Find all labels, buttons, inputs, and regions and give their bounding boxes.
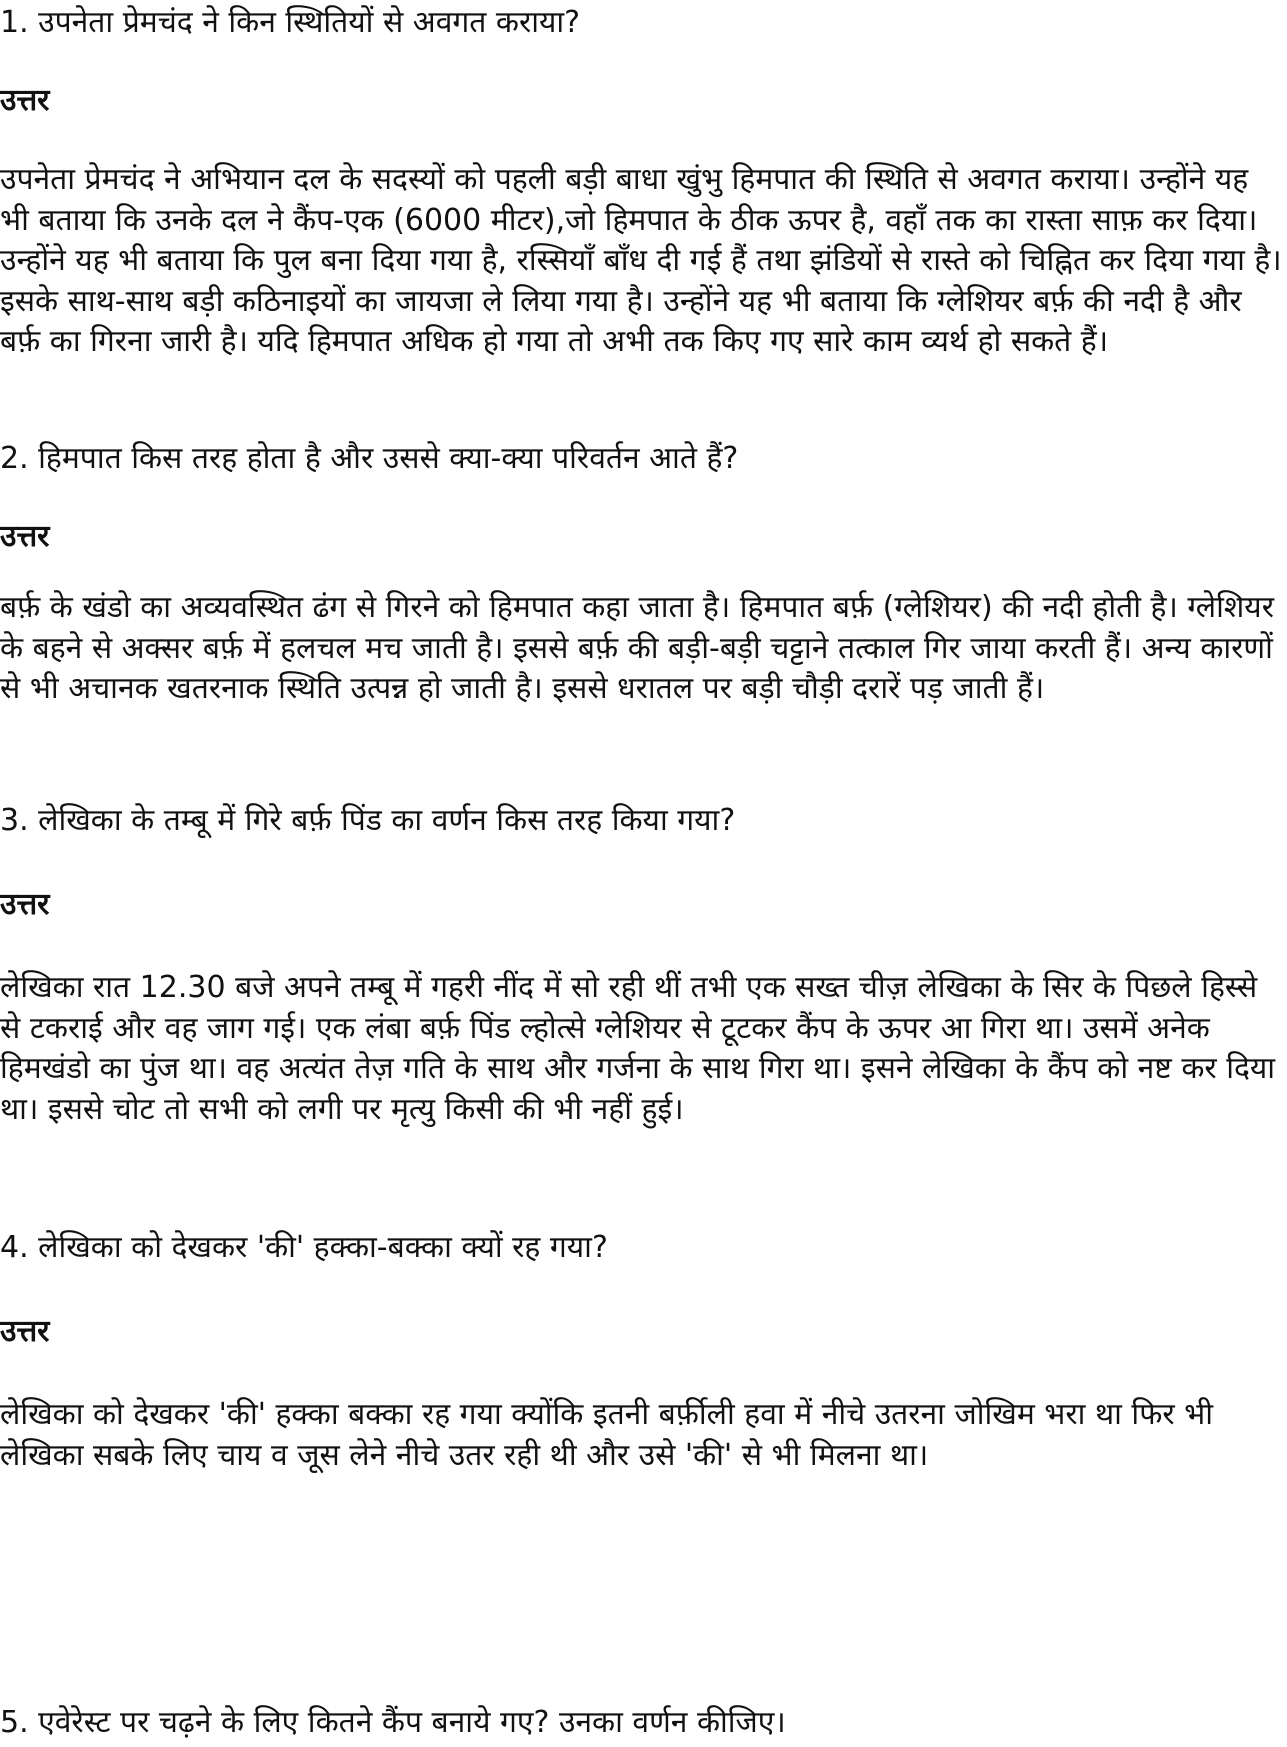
answer-2: बर्फ़ के खंडो का अव्यवस्थित ढंग से गिरने को हिमपात कहा जाता है। हिमपात बर्फ़ (ग्लेशियर) की नदी होती है। ग्लेशियर के बहने से अक्सर बर्फ़ में हलचल मच जाती है। इससे बर्फ़ की बड़ी-बड़ी चट्टाने तत्काल गिर जाया करती हैं। अन्य कारणों से भी अचानक खतरनाक स्थिति उत्पन्न हो जाती है। इससे धरातल पर बड़ी चौड़ी दरारें पड़ जाती हैं। bbox=[0, 590, 1274, 706]
answer-label-2: उत्तर bbox=[0, 519, 50, 554]
question-5: 5. एवेरेस्ट पर चढ़ने के लिए कितने कैंप बनाये गए? उनका वर्णन कीजिए। bbox=[0, 1705, 786, 1740]
answer-label-4: उत्तर bbox=[0, 1314, 50, 1349]
qa-item-1 bbox=[0, 2, 1285, 359]
question-3: 3. लेखिका के तम्बू में गिरे बर्फ़ पिंड का वर्णन किस तरह किया गया? bbox=[0, 803, 736, 838]
question-4: 4. लेखिका को देखकर 'की' हक्का-बक्का क्यों रह गया? bbox=[0, 1230, 608, 1265]
qa-item-3 bbox=[0, 800, 1285, 1127]
answer-4: लेखिका को देखकर 'की' हक्का बक्का रह गया क्योंकि इतनी बर्फ़ीली हवा में नीचे उतरना जोखिम भरा था फिर भी लेखिका सबके लिए चाय व जूस लेने नीचे उतर रही थी और उसे 'की' से भी मिलना था। bbox=[0, 1397, 1213, 1473]
answer-1: उपनेता प्रेमचंद ने अभियान दल के सदस्यों को पहली बड़ी बाधा खुंभु हिमपात की स्थिति से अवगत कराया। उन्होंने यह भी बताया कि उनके दल ने कैंप-एक (6000 मीटर),जो हिमपात के ठीक ऊपर है, वहाँ तक का रास्ता साफ़ कर दिया। उन्होंने यह भी बताया कि पुल बना दिया गया है, रस्सियाँ बाँध दी गई हैं तथा झंडियों से रास्ते को चिह्नित कर दिया गया है। इसके साथ-साथ बड़ी कठिनाइयों का जायजा ले लिया गया है। उन्होंने यह भी बताया कि ग्लेशियर बर्फ़ की नदी है और बर्फ़ का गिरना जारी है। यदि हिमपात अधिक हो गया तो अभी तक किए गए सारे काम व्यर्थ हो सकते हैं। bbox=[0, 162, 1282, 359]
qa-item-5 bbox=[0, 1702, 1285, 1743]
answer-label-1: उत्तर bbox=[0, 83, 50, 118]
question-1: 1. उपनेता प्रेमचंद ने किन स्थितियों से अवगत कराया? bbox=[0, 5, 581, 40]
qa-item-2 bbox=[0, 438, 1285, 706]
answer-label-3: उत्तर bbox=[0, 887, 50, 922]
qa-item-4 bbox=[0, 1227, 1285, 1473]
answer-3: लेखिका रात 12.30 बजे अपने तम्बू में गहरी नींद में सो रही थीं तभी एक सख्त चीज़ लेखिका के सिर के पिछले हिस्से से टकराई और वह जाग गई। एक लंबा बर्फ़ पिंड ल्होत्से ग्लेशियर से टूटकर कैंप के ऊपर आ गिरा था। उसमें अनेक हिमखंडो का पुंज था। वह अत्यंत तेज़ गति के साथ और गर्जना के साथ गिरा था। इसने लेखिका के कैंप को नष्ट कर दिया था। इससे चोट तो सभी को लगी पर मृत्यु किसी की भी नहीं हुई। bbox=[0, 970, 1276, 1127]
question-2: 2. हिमपात किस तरह होता है और उससे क्या-क्या परिवर्तन आते हैं? bbox=[0, 441, 739, 476]
